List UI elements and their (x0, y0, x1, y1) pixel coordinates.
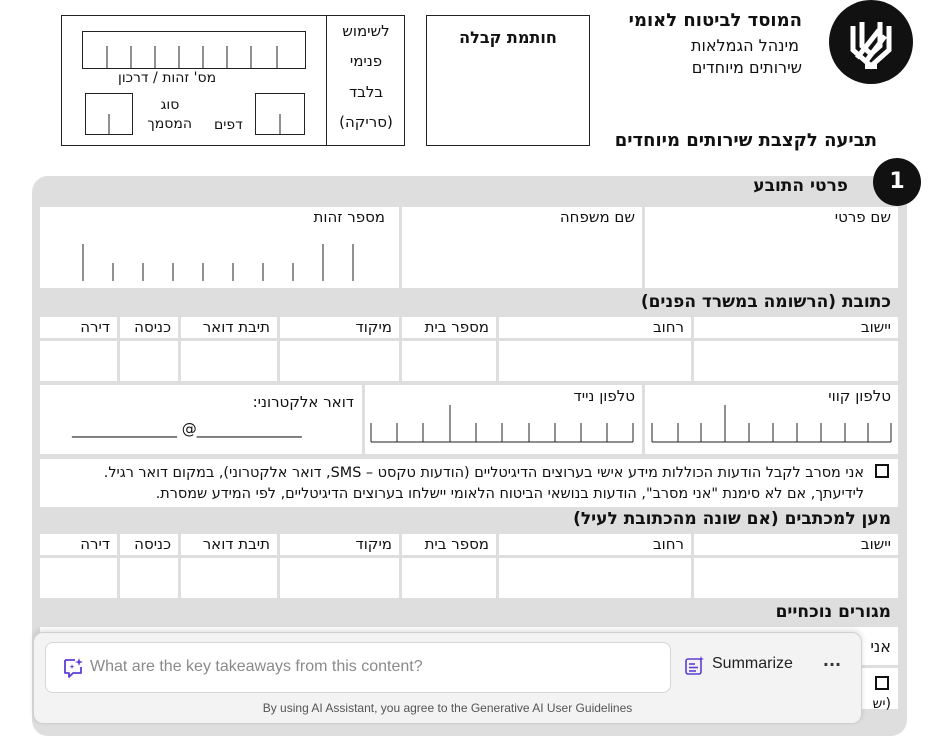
org-dept: מינהל הגמלאות (690, 36, 799, 55)
divider (280, 555, 399, 558)
mail-pobox-label: תיבת דואר (202, 535, 270, 553)
mail-apartment[interactable] (40, 534, 117, 598)
divider (120, 555, 178, 558)
divider (694, 555, 898, 558)
doc-type-boxes[interactable] (85, 93, 133, 135)
divider (40, 555, 117, 558)
ai-prompt-input[interactable] (45, 642, 671, 693)
mail-pobox[interactable] (181, 534, 277, 598)
mail-street-label: רחוב (652, 535, 684, 553)
id-number-field[interactable] (40, 207, 399, 288)
landline-label: טלפון קווי (828, 387, 891, 405)
mail-house-label: מספר בית (424, 535, 489, 553)
mobile-field[interactable] (365, 385, 642, 454)
pages-boxes[interactable] (255, 93, 305, 135)
form-title: תביעה לקצבת שירותים מיוחדים (614, 130, 877, 151)
addr-apartment[interactable] (40, 317, 117, 381)
doc-type-label: סוג המסמך (147, 97, 192, 132)
mail-entrance[interactable] (120, 534, 178, 598)
office-use-4: (סריקה) (339, 113, 393, 131)
ai-sparkle-chat-icon (61, 656, 85, 680)
addr-pobox-label: תיבת דואר (202, 318, 270, 336)
org-unit: שירותים מיוחדים (691, 58, 802, 77)
address-title: כתובת (הרשומה במשרד הפנים) (640, 292, 891, 312)
residence-text-2: (יש (872, 696, 891, 712)
consent-line-1: אני מסרב לקבל הודעות הכוללות מידע אישי בערוצים הדיגיטליים (הודעות טקסט – SMS, דואר אלקטרוני), במקום דואר רגיל. (103, 465, 864, 481)
more-options-button[interactable]: ··· (822, 655, 842, 674)
summarize-button[interactable] (682, 650, 798, 682)
office-use-box (61, 15, 405, 146)
section-number-badge: 1 (873, 158, 921, 206)
divider (499, 555, 691, 558)
addr-city[interactable] (694, 317, 898, 381)
divider (181, 555, 277, 558)
addr-pobox[interactable] (181, 317, 277, 381)
divider (120, 338, 178, 341)
logo (829, 0, 913, 84)
doc-type-separator (86, 94, 132, 134)
ai-disclaimer: By using AI Assistant, you agree to the Generative AI User Guidelines (262, 701, 633, 715)
summarize-icon (684, 655, 706, 677)
addr-street-label: רחוב (652, 318, 684, 336)
divider (40, 338, 117, 341)
mail-city[interactable] (694, 534, 898, 598)
menorah-logo-icon (829, 0, 913, 84)
email-field[interactable] (40, 385, 362, 454)
addr-city-label: יישוב (860, 318, 891, 336)
id-digit-ticks (40, 207, 399, 288)
org-name: המוסד לביטוח לאומי (628, 10, 802, 31)
addr-street[interactable] (499, 317, 691, 381)
landline-field[interactable] (645, 385, 898, 454)
consent-line-2: לידיעתך, אם לא סימנת "אני מסרב", הודעות בנושאי הביטוח הלאומי יישלחו בערוצים הדיגיטליים, לפי המידע שמסרת. (155, 486, 864, 502)
mail-entrance-label: כניסה (134, 535, 171, 553)
mail-city-label: יישוב (860, 535, 891, 553)
mail-zip[interactable] (280, 534, 399, 598)
addr-entrance[interactable] (120, 317, 178, 381)
addr-house[interactable] (402, 317, 496, 381)
mail-apartment-label: דירה (80, 535, 110, 553)
stamp-box (426, 15, 590, 146)
stamp-label: חותמת קבלה (459, 28, 557, 47)
pages-label: דפים (214, 117, 243, 133)
mail-zip-label: מיקוד (355, 535, 392, 553)
last-name-label: שם משפחה (559, 208, 635, 226)
ai-prompt-placeholder: What are the key takeaways from this content? (90, 658, 423, 675)
consent-box (40, 459, 898, 507)
divider (181, 338, 277, 341)
summarize-label: Summarize (712, 655, 793, 672)
first-name-field[interactable] (645, 207, 898, 288)
ai-assistant-bar (33, 632, 862, 724)
office-use-1: לשימוש (342, 22, 390, 40)
email-line: ______________ @______________ (72, 420, 302, 438)
mobile-label: טלפון נייד (573, 387, 635, 405)
office-divider (326, 16, 327, 145)
divider (402, 555, 496, 558)
residence-text: אני (870, 637, 891, 656)
addr-apartment-label: דירה (80, 318, 110, 336)
residence-checkbox[interactable] (875, 676, 889, 690)
addr-zip[interactable] (280, 317, 399, 381)
addr-zip-label: מיקוד (355, 318, 392, 336)
office-use-2: פנימי (349, 52, 383, 70)
addr-house-label: מספר בית (424, 318, 489, 336)
id-passport-boxes[interactable] (82, 31, 306, 69)
office-use-3: בלבד (348, 83, 384, 101)
pages-separator (256, 94, 304, 134)
id-passport-label: מס' זהות / דרכון (118, 70, 217, 86)
email-label: דואר אלקטרוני: (252, 393, 354, 411)
last-name-field[interactable] (402, 207, 642, 288)
id-number-label: מספר זהות (313, 208, 385, 226)
digit-separators (83, 32, 305, 68)
mail-street[interactable] (499, 534, 691, 598)
mail-address-title: מען למכתבים (אם שונה מהכתובת לעיל) (573, 509, 891, 529)
section1-title: פרטי התובע (753, 176, 848, 196)
landline-ticks (645, 385, 898, 454)
consent-checkbox[interactable] (875, 464, 889, 478)
addr-entrance-label: כניסה (134, 318, 171, 336)
divider (694, 338, 898, 341)
divider (499, 338, 691, 341)
divider (280, 338, 399, 341)
mobile-ticks (365, 385, 642, 454)
divider (402, 338, 496, 341)
mail-house[interactable] (402, 534, 496, 598)
first-name-label: שם פרטי (834, 208, 891, 226)
residence-title: מגורים נוכחיים (775, 602, 891, 622)
